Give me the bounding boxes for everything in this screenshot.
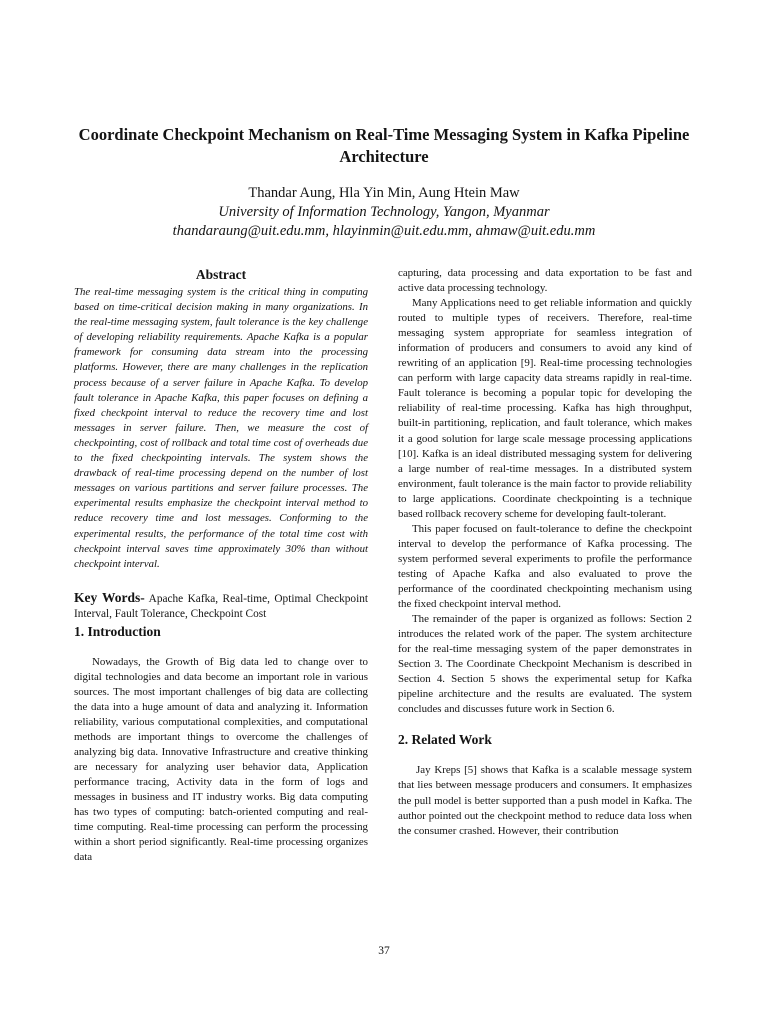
introduction-paragraph: This paper focused on fault-tolerance to define the checkpoint interval to develop the performance of Kafka processing. The system performed several experiments to profile the performance testing of Apache Kafka and also evaluated to prove the performance of the coordinated checkpointing mechanism using the fixed checkpoint interval method.: [398, 522, 692, 611]
introduction-paragraph: capturing, data processing and data exportation to be fast and active data processing technology.: [398, 267, 692, 295]
author-names: Thandar Aung, Hla Yin Min, Aung Htein Maw: [248, 185, 520, 201]
related-work-paragraph: Jay Kreps [5] shows that Kafka is a scalable message system that lies between message producers and consumers. It emphasizes the pull model is better supported than a push model in Kafka. The author pointed out the checkpoint method to reduce data loss when the consumer crashed. However, their contribution: [398, 764, 692, 837]
left-column: [74, 266, 368, 865]
paper-title: Coordinate Checkpoint Mechanism on Real-Time Messaging System in Kafka Pipeline Architecture: [78, 125, 690, 166]
author-affiliation: University of Information Technology, Yangon, Myanmar: [218, 204, 550, 220]
keywords-text: Apache Kafka, Real-time, Optimal Checkpoint Interval, Fault Tolerance, Checkpoint Cost: [74, 592, 368, 621]
author-block: [70, 184, 698, 241]
keywords-label: Key Words-: [74, 589, 145, 605]
author-emails: thandaraung@uit.edu.mm, hlayinmin@uit.edu.mm, ahmaw@uit.edu.mm: [172, 223, 596, 239]
introduction-paragraph: Nowadays, the Growth of Big data led to change over to digital technologies and data become an important role in various sources. The most important challenges of big data are collecting the data into a huge amount of data and analyzing it. Information reliability, various computational complexities, and computational methods are important things to overcome the challenges of analyzing big data. Innovative Infrastructure and creative thinking are necessary for analyzing user behavior data, Application performance tracing, Activity data in the form of logs and messages in business and IT industry works. Big data computing has two types of computing: batch-oriented computing and real-time computing. Real-time processing can perform the processing within a short period significantly. Real-time processing organizes data: [74, 655, 368, 864]
introduction-heading: 1. Introduction: [74, 623, 161, 639]
related-work-heading: 2. Related Work: [398, 732, 492, 748]
page-number: 37: [378, 945, 390, 957]
right-column: [398, 266, 692, 839]
abstract-text: The real-time messaging system is the critical thing in computing based on time-critical decision making in many organizations. In the real-time messaging system, fault tolerance is the key challenge of developing reliability requirements. Apache Kafka is a popular framework for consuming data stream into the processing platforms. However, there are many challenges in the replication process because of a server failure in Apache Kafka. To develop fault tolerance in Apache Kafka, this paper focuses on defining a fixed checkpoint interval to reduce the recovery time and lost messages in server failure. Then, we measure the cost of checkpointing, cost of rollback and total time cost of overheads due to the fixed checkpointing intervals. The system shows the drawback of real-time processing depend on the number of lost messages on various partitions and server failure processes. The experimental results emphasize the checkpoint interval method to reduce recovery time and lost messages. Conforming to the experimental results, the performance of the total time cost with checkpoint interval saves time approximately 30% than without checkpoint interval.: [74, 286, 368, 570]
abstract-heading: Abstract: [195, 267, 247, 282]
keywords: [74, 590, 368, 623]
introduction-paragraph: Many Applications need to get reliable information and quickly routed to multiple types of receivers. Therefore, real-time messaging system appropriate for seamless integration of information of producers and consumers to avoid any kind of rewriting of an application [9]. Real-time processing technologies can perform with large capacity data streams rapidly in real-time. Fault tolerance is becoming a popular topic for developing the reliability of real-time processing. Kafka has high throughput, built-in partitioning, replication, and fault tolerance, which makes it a good solution for large scale message processing applications [10]. Kafka is an ideal distributed messaging system for delivering a large number of real-time messages. In a distributed system environment, fault tolerance is the main factor to provide reliability to large applications. Coordinate checkpointing is a technique based rollback recovery scheme for developing fault-tolerant.: [398, 297, 692, 520]
introduction-paragraph: The remainder of the paper is organized as follows: Section 2 introduces the related work of the paper. The system architecture for the real-time messaging system of the paper demonstrates in Section 3. The Coordinate Checkpoint Mechanism is described in Section 4. Section 5 shows the experimental setup for Kafka pipeline architecture and the results are evaluated. The system concludes and discusses future work in Section 6.: [398, 613, 692, 716]
